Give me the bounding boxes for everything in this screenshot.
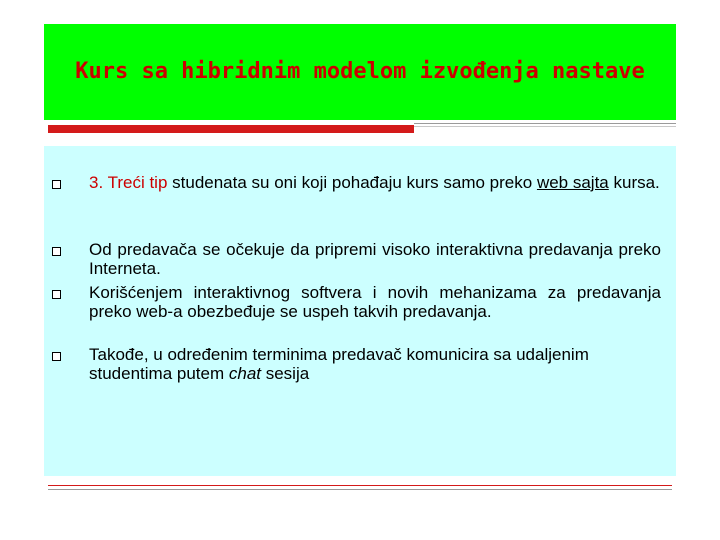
bullet-4-italic: chat [228, 364, 261, 383]
bullet-2-text: Od predavača se očekuje da pripremi visoko interaktivna predavanja preko Interneta. [89, 240, 661, 278]
web-sajta-link: web sajta [536, 173, 609, 192]
footer-rule-red [48, 485, 672, 486]
bullet-3-text: Korišćenjem interaktivnog softvera i novih mehanizama za predavanja preko web-a obezbeđuje se uspeh takvih predavanja. [89, 283, 661, 321]
bullet-1-text-a: studenata su oni koji pohađaju kurs samo preko [167, 173, 537, 192]
bullet-4-text-a: Takođe, u određenim terminima predavač komunicira sa udaljenim studentima putem [89, 345, 589, 383]
slide-title: Kurs sa hibridnim modelom izvođenja nastave [75, 59, 645, 84]
bullet-1-highlight: 3. Treći tip [89, 173, 168, 192]
title-underline-red [48, 125, 414, 133]
bullet-4-text-b: sesija [261, 364, 310, 383]
title-underline-gray [414, 123, 676, 124]
square-bullet-icon [52, 247, 61, 256]
bullet-1-text [89, 173, 661, 192]
footer-rule-gray [48, 489, 672, 490]
square-bullet-icon [52, 180, 61, 189]
title-underline-gray-2 [414, 126, 676, 127]
square-bullet-icon [52, 352, 61, 361]
bullet-4-text [89, 345, 661, 383]
square-bullet-icon [52, 290, 61, 299]
bullet-1-text-b: kursa. [608, 173, 660, 192]
